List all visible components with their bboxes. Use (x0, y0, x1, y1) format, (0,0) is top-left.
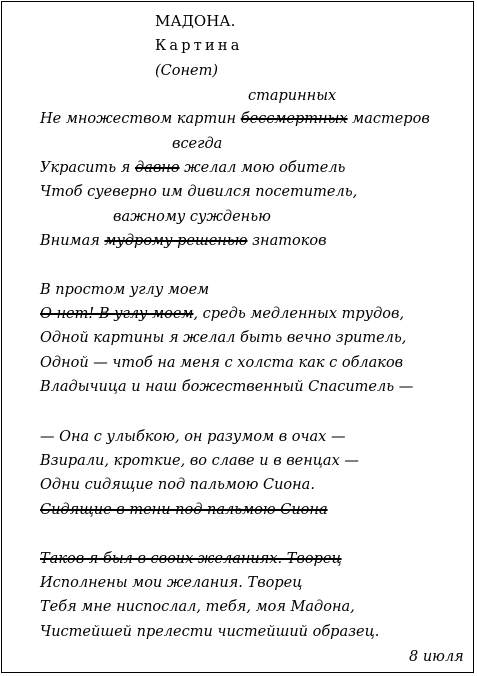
stanza3-line1: — Она с улыбкою, он разумом в очах — (40, 429, 346, 445)
stanza4-line1-struck: Таков я был в своих желаниях. Творец (40, 551, 342, 567)
line-text: желал мою обитель (179, 160, 346, 176)
stanza3-line4-struck: Сидящие в тени под пальмою Сиона (40, 502, 328, 518)
line-text: , средь медленных трудов, (193, 306, 405, 322)
stanza2-line5: Владычица и наш божественный Спаситель — (40, 379, 414, 395)
line-text: мастеров (347, 111, 430, 127)
manuscript-page (1, 1, 474, 673)
poem-title: МАДОНА. (155, 12, 236, 30)
line-text: Внимая (40, 233, 105, 249)
struck-words: мудрому решенью (104, 233, 248, 249)
struck-word: бессмертных (240, 111, 348, 127)
struck-word: давно (135, 160, 180, 176)
poem-subtitle: Картина (155, 38, 243, 54)
poem-genre: (Сонет) (155, 63, 219, 79)
stanza1-line4 (40, 232, 327, 250)
line-text: Украсить я (40, 160, 135, 176)
stanza4-line3: Тебя мне ниспослал, тебя, моя Мадона, (40, 599, 355, 615)
stanza4-line2: Исполнены мои желания. Творец (40, 575, 303, 591)
stanza2-line3: Одной картины я желал быть вечно зритель, (40, 330, 407, 346)
line-text: Не множеством картин (40, 111, 241, 127)
stanza1-line1 (40, 110, 430, 128)
insertion-vsegda: всегда (172, 136, 223, 152)
stanza3-line2: Взирали, кроткие, во славе и в венцах — (40, 453, 359, 469)
stanza3-line3: Одни сидящие под пальмою Сиона. (40, 477, 315, 493)
insertion-starinnykh: старинных (248, 88, 337, 104)
stanza2-line4: Одной — чтоб на меня с холста как с облаков (40, 355, 404, 371)
line-text: знатоков (247, 233, 327, 249)
struck-words: О нет! В углу моем (40, 306, 194, 322)
stanza2-line2 (40, 305, 404, 323)
stanza4-line4: Чистейшей прелести чистейший образец. (40, 624, 380, 640)
poem-date: 8 июля (409, 649, 464, 665)
stanza2-line1: В простом углу моем (40, 282, 210, 298)
insertion-vazhnomu: важному сужденью (113, 209, 271, 225)
stanza1-line3: Чтоб суеверно им дивился посетитель, (40, 184, 358, 200)
stanza1-line2 (40, 159, 345, 177)
